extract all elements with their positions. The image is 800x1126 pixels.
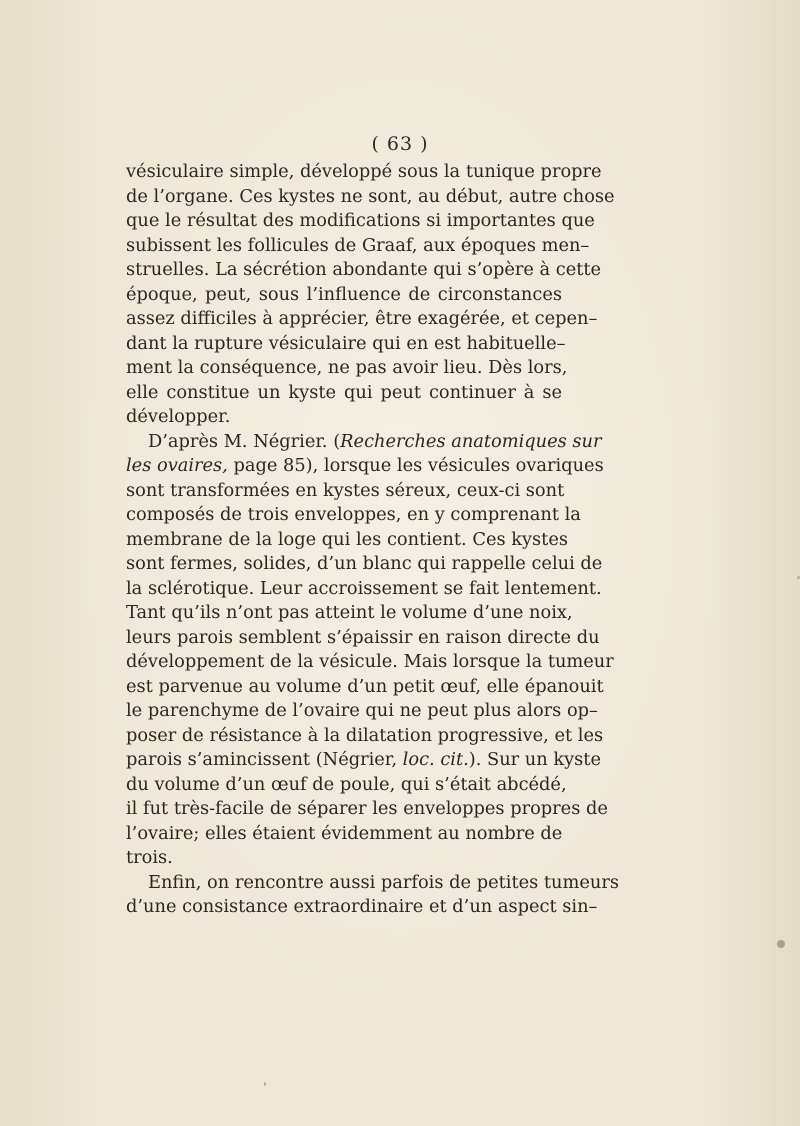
text-line: l’ovaire; elles étaient évidemment au nombre de xyxy=(126,822,563,844)
text-line: Enfin, on rencontre aussi parfois de petites tumeurs xyxy=(148,871,619,893)
text-line: vésiculaire simple, développé sous la tunique propre xyxy=(126,161,602,182)
text-line: struelles. La sécrétion abondante qui s’opère à cette xyxy=(126,259,602,280)
text-span: ). Sur un kyste xyxy=(468,749,601,770)
text-line: Tant qu’ils n’ont pas atteint le volume d’une noix, xyxy=(126,602,573,623)
text-line: assez difficiles à apprécier, être exagérée, et cepen– xyxy=(126,308,598,329)
text-line: dant la rupture vésiculaire qui en est habituelle– xyxy=(126,332,566,354)
text-line: ment la conséquence, ne pas avoir lieu. Dès lors, xyxy=(126,357,568,378)
text-line: trois. xyxy=(126,847,173,868)
text-line: de l’organe. Ces kystes ne sont, au début, autre chose xyxy=(126,185,615,207)
text-line: poser de résistance à la dilatation progressive, et les xyxy=(126,724,604,746)
text-line xyxy=(126,454,604,479)
text-line: d’une consistance extraordinaire et d’un aspect sin– xyxy=(126,896,598,917)
text-line: composés de trois enveloppes, en y comprenant la xyxy=(126,504,581,525)
text-line: du volume d’un œuf de poule, qui s’était abcédé, xyxy=(126,773,567,795)
body-text xyxy=(126,160,619,920)
text-line: développer. xyxy=(126,406,231,427)
text-line: sont fermes, solides, d’un blanc qui rappelle celui de xyxy=(126,553,603,574)
page-number: ( 63 ) xyxy=(371,133,429,155)
text-line xyxy=(126,430,602,455)
text-line: membrane de la loge qui les contient. Ces kystes xyxy=(126,528,568,550)
text-line: sont transformées en kystes séreux, ceux-ci sont xyxy=(126,479,565,501)
text-span: page 85), lorsque les vésicules ovariques xyxy=(227,455,604,476)
text-line: développement de la vésicule. Mais lorsque la tumeur xyxy=(126,651,614,672)
text-line: que le résultat des modifications si importantes que xyxy=(126,210,595,231)
text-line: subissent les follicules de Graaf, aux époques men– xyxy=(126,234,590,256)
paper-stain xyxy=(777,940,785,948)
text-line: époque, peut, sous l’influence de circonstances xyxy=(126,283,562,305)
text-line xyxy=(126,748,601,773)
text-span: D’après M. Négrier. ( xyxy=(148,430,341,452)
text-line: le parenchyme de l’ovaire qui ne peut plus alors op– xyxy=(126,700,598,721)
italic-text: les ovaires, xyxy=(126,455,228,476)
text-line: il fut très-facile de séparer les enveloppes propres de xyxy=(126,798,608,819)
italic-text: Recherches anatomiques sur xyxy=(340,430,602,452)
text-line: leurs parois semblent s’épaissir en raison directe du xyxy=(126,626,600,648)
italic-text: loc. cit. xyxy=(402,749,469,770)
text-span: parois s’amincissent (Négrier, xyxy=(126,749,403,770)
text-line: elle constitue un kyste qui peut continuer à se xyxy=(126,381,562,403)
text-line: la sclérotique. Leur accroissement se fait lentement. xyxy=(126,577,602,599)
text-line: est parvenue au volume d’un petit œuf, elle épanouit xyxy=(126,675,604,697)
paper-stain xyxy=(264,1082,266,1086)
